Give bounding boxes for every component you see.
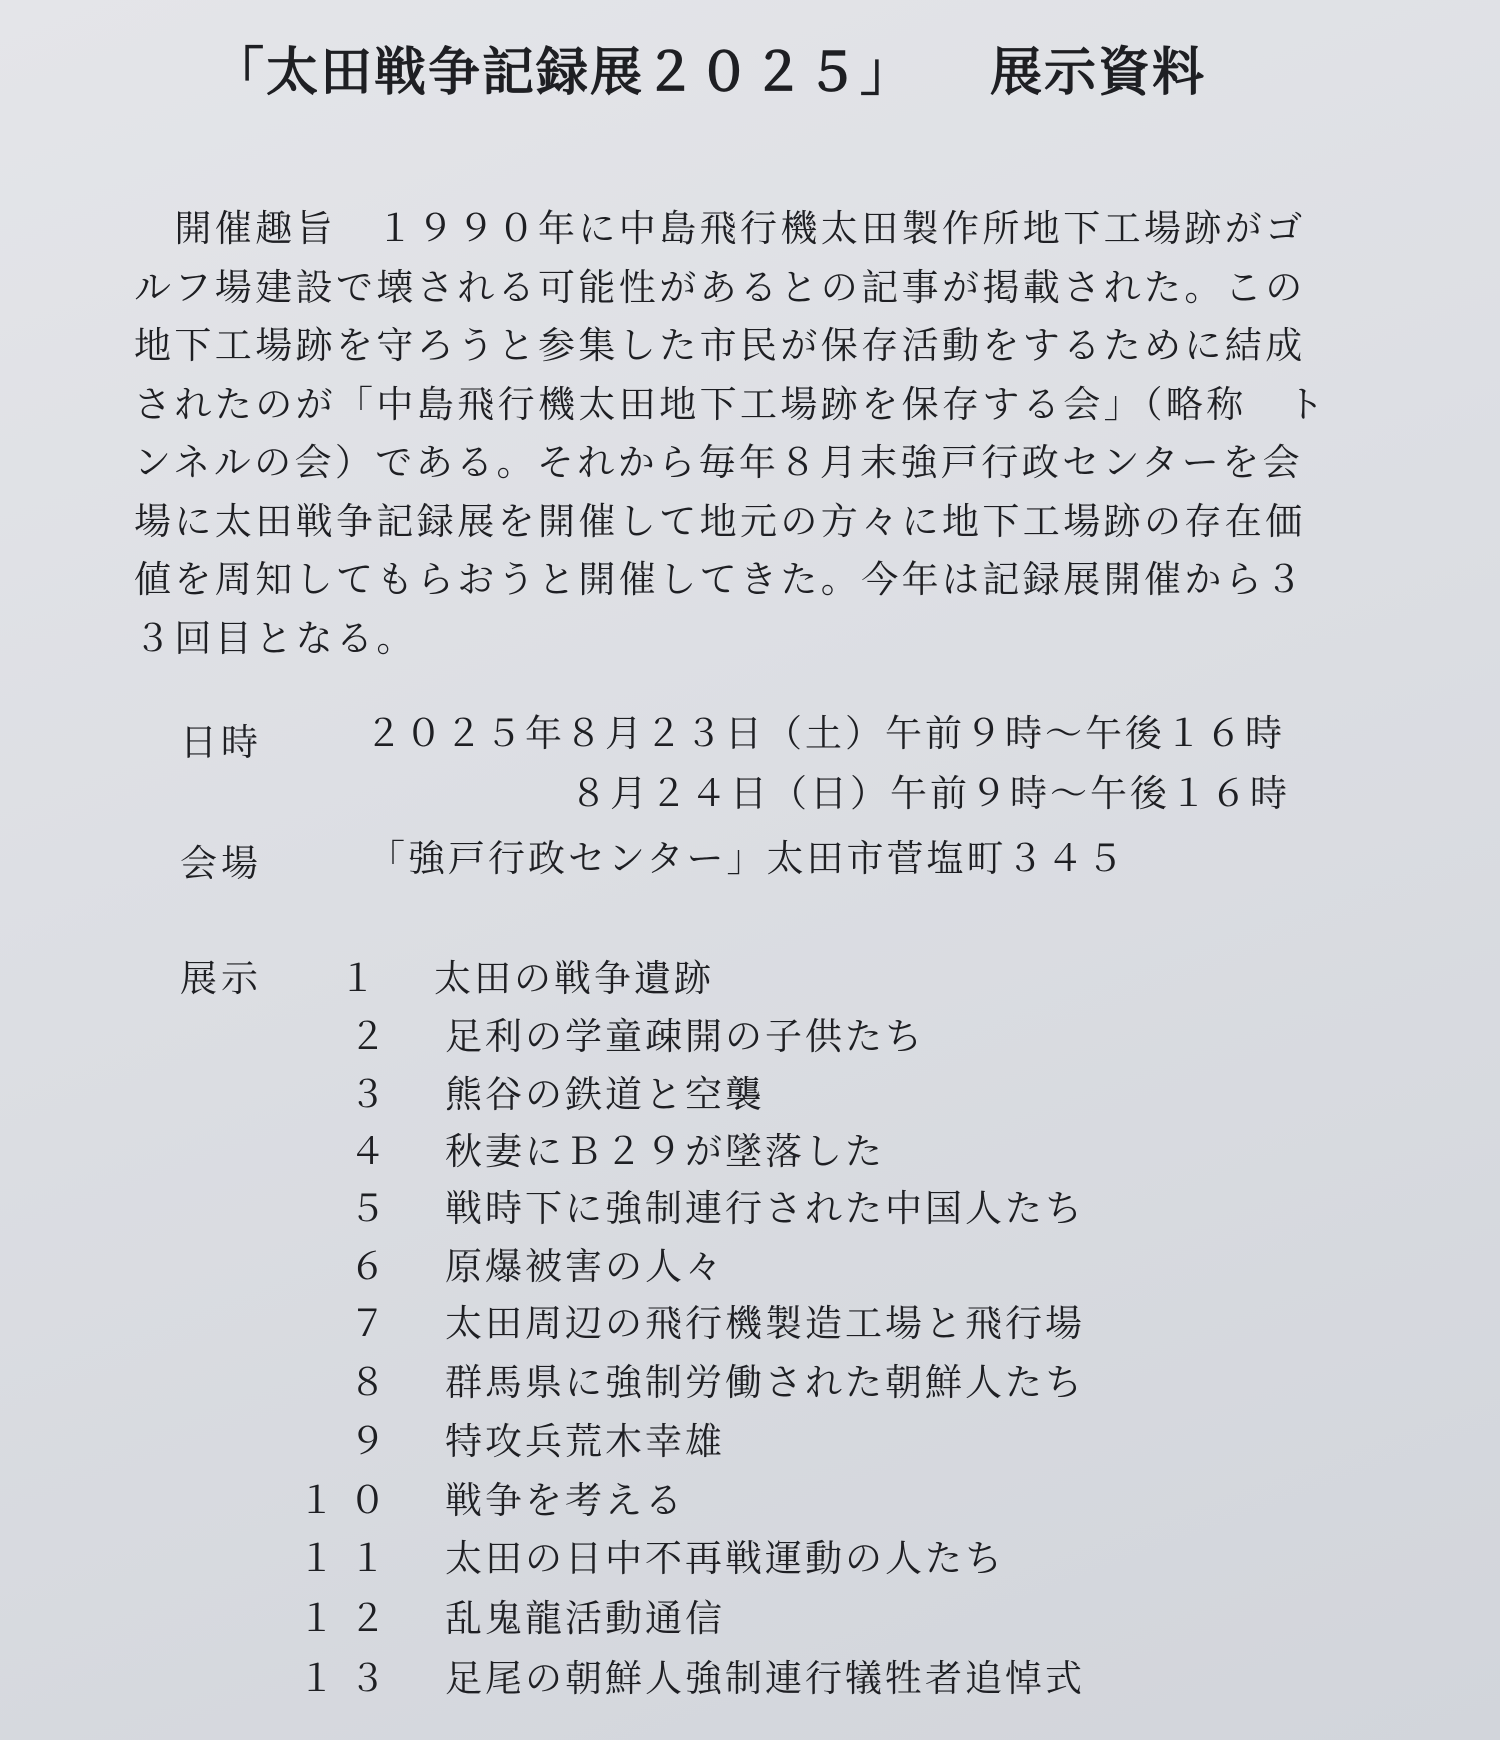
exhibit-number: ５ <box>349 1187 400 1230</box>
exhibit-title: 熊谷の鉄道と空襲 <box>445 1073 765 1116</box>
exhibit-title: 戦時下に強制連行された中国人たち <box>445 1187 1085 1230</box>
title-sub: 展示資料 <box>990 43 1207 103</box>
exhibit-number: １１ <box>298 1537 400 1580</box>
purpose-line: ３回目となる。 <box>134 616 417 660</box>
datetime-day2: ８月２４日（日）午前９時～午後１６時 <box>570 772 1290 815</box>
exhibit-number: ３ <box>349 1073 400 1116</box>
exhibit-number: ６ <box>349 1245 400 1288</box>
venue-value: 「強戸行政センター」太田市菅塩町３４５ <box>368 837 1127 880</box>
purpose-line: 地下工場跡を守ろうと参集した市民が保存活動をするために結成 <box>134 324 1306 367</box>
exhibit-title: 太田の戦争遺跡 <box>434 957 714 1000</box>
purpose-line: ンネルの会）である。それから毎年８月末強戸行政センターを会 <box>134 441 1304 484</box>
exhibit-title: 群馬県に強制労働された朝鮮人たち <box>445 1361 1085 1404</box>
exhibit-title: 秋妻にＢ２９が墜落した <box>445 1130 885 1173</box>
exhibit-number: ７ <box>349 1302 400 1345</box>
document-title <box>212 30 1206 105</box>
datetime-label: 日時 <box>180 721 262 764</box>
exhibit-title: 太田の日中不再戦運動の人たち <box>445 1537 1005 1580</box>
exhibit-number: １ <box>339 957 390 1000</box>
exhibit-number: ４ <box>349 1130 400 1173</box>
exhibit-title: 足尾の朝鮮人強制連行犠牲者追悼式 <box>445 1657 1085 1700</box>
title-main: 「太田戦争記録展２０２５」 <box>212 43 915 103</box>
exhibit-title: 太田周辺の飛行機製造工場と飛行場 <box>445 1302 1085 1345</box>
exhibits-label: 展示 <box>180 957 262 1000</box>
purpose-paragraph <box>134 200 1354 668</box>
purpose-line: 開催趣旨 １９９０年に中島飛行機太田製作所地下工場跡がゴ <box>134 207 1306 250</box>
exhibit-number: １０ <box>298 1479 400 1522</box>
exhibit-number: ８ <box>349 1361 400 1404</box>
exhibit-number: １２ <box>298 1597 400 1640</box>
exhibit-title: 戦争を考える <box>445 1479 685 1522</box>
venue-label: 会場 <box>180 842 262 885</box>
purpose-line: されたのが「中島飛行機太田地下工場跡を保存する会」（略称 ト <box>134 382 1328 426</box>
purpose-line: 場に太田戦争記録展を開催して地元の方々に地下工場跡の存在価 <box>134 499 1306 543</box>
purpose-line: 値を周知してもらおうと開催してきた。今年は記録展開催から３ <box>134 558 1306 601</box>
exhibit-title: 足利の学童疎開の子供たち <box>445 1015 925 1058</box>
exhibit-title: 原爆被害の人々 <box>445 1245 725 1288</box>
purpose-line: ルフ場建設で壊される可能性があるとの記事が掲載された。この <box>134 265 1306 309</box>
exhibit-number: １３ <box>298 1657 400 1700</box>
exhibit-number: ２ <box>349 1015 400 1058</box>
datetime-day1: ２０２５年８月２３日（土）午前９時～午後１６時 <box>365 712 1285 755</box>
exhibit-title: 乱鬼龍活動通信 <box>445 1597 725 1640</box>
exhibit-number: ９ <box>349 1420 400 1463</box>
exhibit-title: 特攻兵荒木幸雄 <box>445 1420 725 1463</box>
